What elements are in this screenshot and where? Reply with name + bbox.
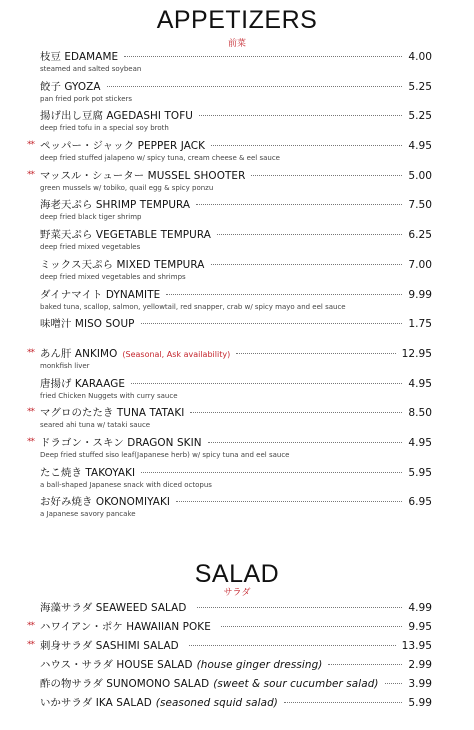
dot-leader: [211, 145, 402, 146]
dot-leader: [221, 626, 403, 627]
item-price: 4.95: [408, 436, 432, 449]
item-description: deep fried black tiger shrimp: [40, 213, 142, 222]
item-description: deep fried mixed vegetables and shrimps: [40, 272, 186, 281]
item-description: green mussels w/ tobiko, quail egg & spicy ponzu: [40, 183, 214, 192]
item-price: 7.00: [408, 258, 432, 271]
appetizers-subtitle: 前菜: [227, 39, 246, 49]
menu-item-sunomono-salad: [40, 678, 432, 697]
item-price: 5.95: [408, 466, 432, 479]
item-name: 餃子 GYOZA: [40, 80, 101, 93]
menu-item-shrimp-tempura: [40, 199, 432, 229]
spicy-marker: **: [27, 436, 34, 447]
salad-subtitle: サラダ: [223, 588, 251, 598]
item-name: マッスル・シューター MUSSEL SHOOTER: [40, 169, 246, 182]
item-price: 5.25: [408, 80, 432, 93]
menu-item-mussel-shooter: [27, 169, 432, 200]
dot-leader: [197, 607, 403, 608]
item-price: 4.95: [408, 140, 432, 153]
item-name: ハワイアン・ポケ HAWAIIAN POKE: [40, 621, 211, 633]
menu-item-tuna-tataki: [27, 407, 432, 437]
menu-item-vegetable-tempura: [40, 229, 432, 259]
item-price: 4.95: [408, 377, 432, 390]
item-name: お好み焼き OKONOMIYAKI: [40, 496, 171, 509]
spicy-marker: **: [27, 169, 34, 180]
spicy-marker: **: [27, 621, 34, 631]
availability-note: (Seasonal, Ask availability): [122, 349, 231, 359]
appetizers-list: [27, 51, 432, 526]
dot-leader: [190, 412, 402, 413]
item-price: 6.95: [408, 496, 432, 509]
item-description: deep fried tofu in a special soy broth: [40, 124, 169, 133]
item-name: あん肝 ANKIMO: [40, 347, 118, 360]
dot-leader: [141, 472, 402, 473]
item-name: 酢の物サラダ SUNOMONO SALAD: [40, 678, 210, 690]
dot-leader: [385, 683, 403, 684]
item-description: a Japanese savory pancake: [40, 510, 136, 519]
item-name: 海藻サラダ SEAWEED SALAD: [40, 602, 187, 614]
item-name: ハウス・サラダ HOUSE SALAD: [40, 659, 193, 671]
item-price: 13.95: [401, 640, 432, 652]
menu-item-seaweed-salad: [40, 602, 432, 621]
spicy-marker: **: [27, 347, 34, 358]
item-name: 野菜天ぷら VEGETABLE TEMPURA: [40, 229, 211, 242]
item-name: マグロのたたき TUNA TATAKI: [40, 407, 185, 420]
dot-leader: [189, 645, 396, 646]
menu-item-dragon-skin: [27, 436, 432, 467]
dot-leader: [328, 664, 402, 665]
item-price: 9.99: [408, 288, 432, 301]
item-price: 7.50: [408, 199, 432, 212]
menu-item-edamame: [40, 51, 432, 81]
item-name: 唐揚げ KARAAGE: [40, 377, 126, 390]
item-description: pan fried pork pot stickers: [40, 94, 133, 103]
dot-leader: [236, 353, 395, 354]
dot-leader: [124, 56, 402, 57]
item-price: 5.00: [408, 169, 432, 182]
item-name: ドラゴン・スキン DRAGON SKIN: [40, 436, 202, 449]
item-name: ダイナマイト DYNAMITE: [40, 288, 161, 301]
item-name: 刺身サラダ SASHIMI SALAD: [40, 640, 179, 652]
menu-item-ankimo: [27, 347, 432, 378]
item-price: 6.25: [408, 229, 432, 242]
menu-item-gyoza: [40, 81, 432, 111]
salad-list: [27, 602, 432, 716]
menu-item-sashimi-salad: [27, 640, 432, 659]
item-price: 5.25: [408, 110, 432, 123]
spicy-marker: **: [27, 407, 34, 418]
menu-item-miso-soup: [40, 318, 432, 348]
item-name: ペッパー・ジャック PEPPER JACK: [40, 140, 206, 153]
menu-item-okonomiyaki: [40, 496, 432, 526]
dot-leader: [199, 115, 402, 116]
item-note: (seasoned squid salad): [155, 697, 278, 709]
salad-title: SALAD: [194, 560, 280, 588]
dot-leader: [217, 234, 402, 235]
item-name: たこ焼き TAKOYAKI: [40, 466, 136, 479]
item-name: 味噌汁 MISO SOUP: [40, 318, 135, 331]
menu-item-mixed-tempura: [40, 259, 432, 289]
dot-leader: [208, 442, 403, 443]
menu-item-dynamite: [40, 289, 432, 319]
dot-leader: [284, 702, 402, 703]
dot-leader: [141, 323, 403, 324]
item-note: (house ginger dressing): [196, 659, 323, 671]
item-price: 4.99: [408, 602, 432, 614]
item-description: monkfish liver: [40, 361, 90, 370]
menu-item-pepper-jack: [27, 140, 432, 170]
item-price: 8.50: [408, 407, 432, 420]
item-name: ミックス天ぷら MIXED TEMPURA: [40, 258, 205, 271]
menu-item-agedashi-tofu: [40, 110, 432, 140]
dot-leader: [176, 501, 402, 502]
item-name: 枝豆 EDAMAME: [40, 51, 119, 63]
appetizers-title: APPETIZERS: [156, 6, 318, 34]
item-description: baked tuna, scallop, salmon, yellowtail, red snapper, crab w/ spicy mayo and eel sauce: [40, 302, 346, 311]
item-note: (sweet & sour cucumber salad): [213, 678, 379, 690]
item-name: いかサラダ IKA SALAD: [40, 697, 152, 709]
item-name: 海老天ぷら SHRIMP TEMPURA: [40, 199, 191, 212]
dot-leader: [251, 175, 402, 176]
item-description: deep fried mixed vegetables: [40, 243, 141, 252]
dot-leader: [211, 264, 403, 265]
dot-leader: [166, 294, 402, 295]
item-description: deep fried stuffed jalapeno w/ spicy tuna, cream cheese & eel sauce: [40, 154, 280, 163]
item-description: Deep fried stuffed siso leaf(Japanese herb) w/ spicy tuna and eel sauce: [40, 450, 290, 459]
spicy-marker: **: [27, 140, 34, 151]
menu-item-takoyaki: [40, 467, 432, 497]
item-price: 4.00: [408, 51, 432, 63]
dot-leader: [196, 204, 402, 205]
item-price: 3.99: [408, 678, 432, 690]
menu-item-karaage: [40, 378, 432, 408]
item-name: 揚げ出し豆腐 AGEDASHI TOFU: [40, 110, 193, 123]
menu-item-house-salad: [40, 659, 432, 678]
menu-item-ika-salad: [40, 697, 432, 716]
item-price: 2.99: [408, 659, 432, 671]
menu-item-hawaiian-poke: [27, 621, 432, 640]
item-description: seared ahi tuna w/ tataki sauce: [40, 421, 151, 430]
item-price: 1.75: [408, 318, 432, 331]
spicy-marker: **: [27, 640, 34, 650]
item-price: 12.95: [401, 347, 432, 360]
item-price: 9.95: [408, 621, 432, 633]
dot-leader: [131, 383, 402, 384]
dot-leader: [107, 86, 403, 87]
item-description: fried Chicken Nuggets with curry sauce: [40, 391, 178, 400]
item-description: steamed and salted soybean: [40, 65, 142, 73]
item-description: a ball-shaped Japanese snack with diced octopus: [40, 480, 212, 489]
item-price: 5.99: [408, 697, 432, 709]
